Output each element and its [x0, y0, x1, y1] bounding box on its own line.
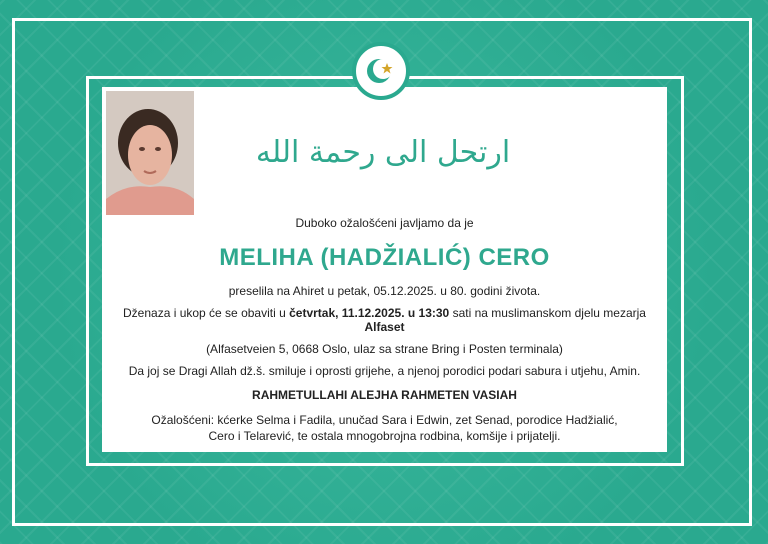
- svg-text:ارتحل الى رحمة الله: ارتحل الى رحمة الله: [255, 135, 511, 170]
- notice-text: [102, 216, 667, 444]
- mourners-text: Ožalošćeni: kćerke Selma i Fadila, unučad Sara i Edwin, zet Senad, porodice Hadžialić, Cero i Telarević, te ostala mnogobrojna rodbina, komšije i prijatelji.: [151, 413, 618, 443]
- arabic-calligraphy: [255, 118, 511, 180]
- address-text: (Alfasetveien 5, 0668 Oslo, ulaz sa strane Bring i Posten terminala): [206, 342, 563, 356]
- funeral-datetime: četvrtak, 11.12.2025. u 13:30: [289, 306, 450, 320]
- funeral-place: Alfaset: [364, 320, 405, 334]
- crescent-star-icon: [352, 42, 410, 100]
- dua-text: Da joj se Dragi Allah dž.š. smiluje i oprosti grijehe, a njenoj porodici podari sabura i utjehu, Amin.: [128, 364, 641, 378]
- passing-text: preselila na Ahiret u petak, 05.12.2025. u 80. godini života.: [228, 284, 541, 298]
- funeral-text: [102, 306, 667, 334]
- intro-text: Duboko ožalošćeni javljamo da je: [295, 216, 474, 230]
- funeral-middle: sati na muslimanskom djelu mezarja: [452, 306, 646, 320]
- deceased-name: MELIHA (HADŽIALIĆ) CERO: [219, 244, 550, 271]
- portrait-photo: [106, 91, 194, 215]
- prayer-text: RAHMETULLAHI ALEJHA RAHMETEN VASIAH: [252, 388, 517, 402]
- funeral-prefix: Dženaza i ukop će se obaviti u: [123, 306, 286, 320]
